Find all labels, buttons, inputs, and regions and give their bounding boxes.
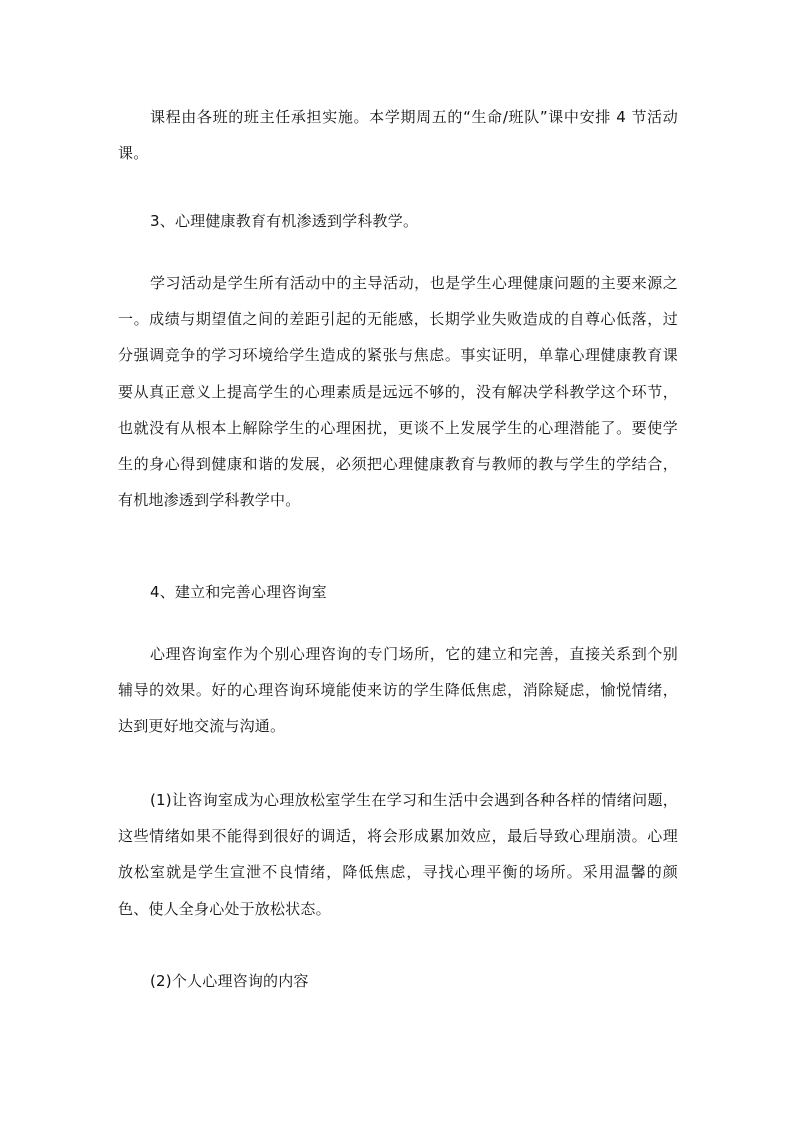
heading-counseling-room: 4、建立和完善心理咨询室 [150,583,327,601]
paragraph-learning-activities: 学习活动是学生所有活动中的主导活动，也是学生心理健康问题的主要来源之一。成绩与期望值之间的差距引起的无能感，长期学业失败造成的自尊心低落，过分强调竞争的学习环境给学生造成的紧张与焦虑。事实证明，单靠心理健康教育课要从真正意义上提高学生的心理素质是远远不够的，没有解决学科教学这个环节，也就没有从根本上解除学生的心理困扰，更谈不上发展学生的心理潜能了。要使学生的身心得到健康和谐的发展，必须把心理健康教育与教师的教与学生的学结合，有机地渗透到学科教学中。 [118,274,678,510]
paragraph-relaxation-room: (1)让咨询室成为心理放松室学生在学习和生活中会遇到各种各样的情绪问题，这些情绪如果不能得到很好的调适，将会形成累加效应，最后导致心理崩溃。心理放松室就是学生宣泄不良情绪，降低焦虑，寻找心理平衡的场所。采用温馨的颜色、使人全身心处于放松状态。 [118,791,678,918]
heading-personal-counseling: (2)个人心理咨询的内容 [150,972,309,990]
heading-subject-integration: 3、心理健康教育有机渗透到学科教学。 [150,212,419,230]
paragraph-counseling-room-role: 心理咨询室作为个别心理咨询的专门场所，它的建立和完善，直接关系到个别辅导的效果。好的心理咨询环境能使来访的学生降低焦虑，消除疑虑，愉悦情绪，达到更好地交流与沟通。 [118,645,678,736]
paragraph-course-implementation: 课程由各班的班主任承担实施。本学期周五的“生命/班队”课中安排 4 节活动课。 [118,108,678,163]
